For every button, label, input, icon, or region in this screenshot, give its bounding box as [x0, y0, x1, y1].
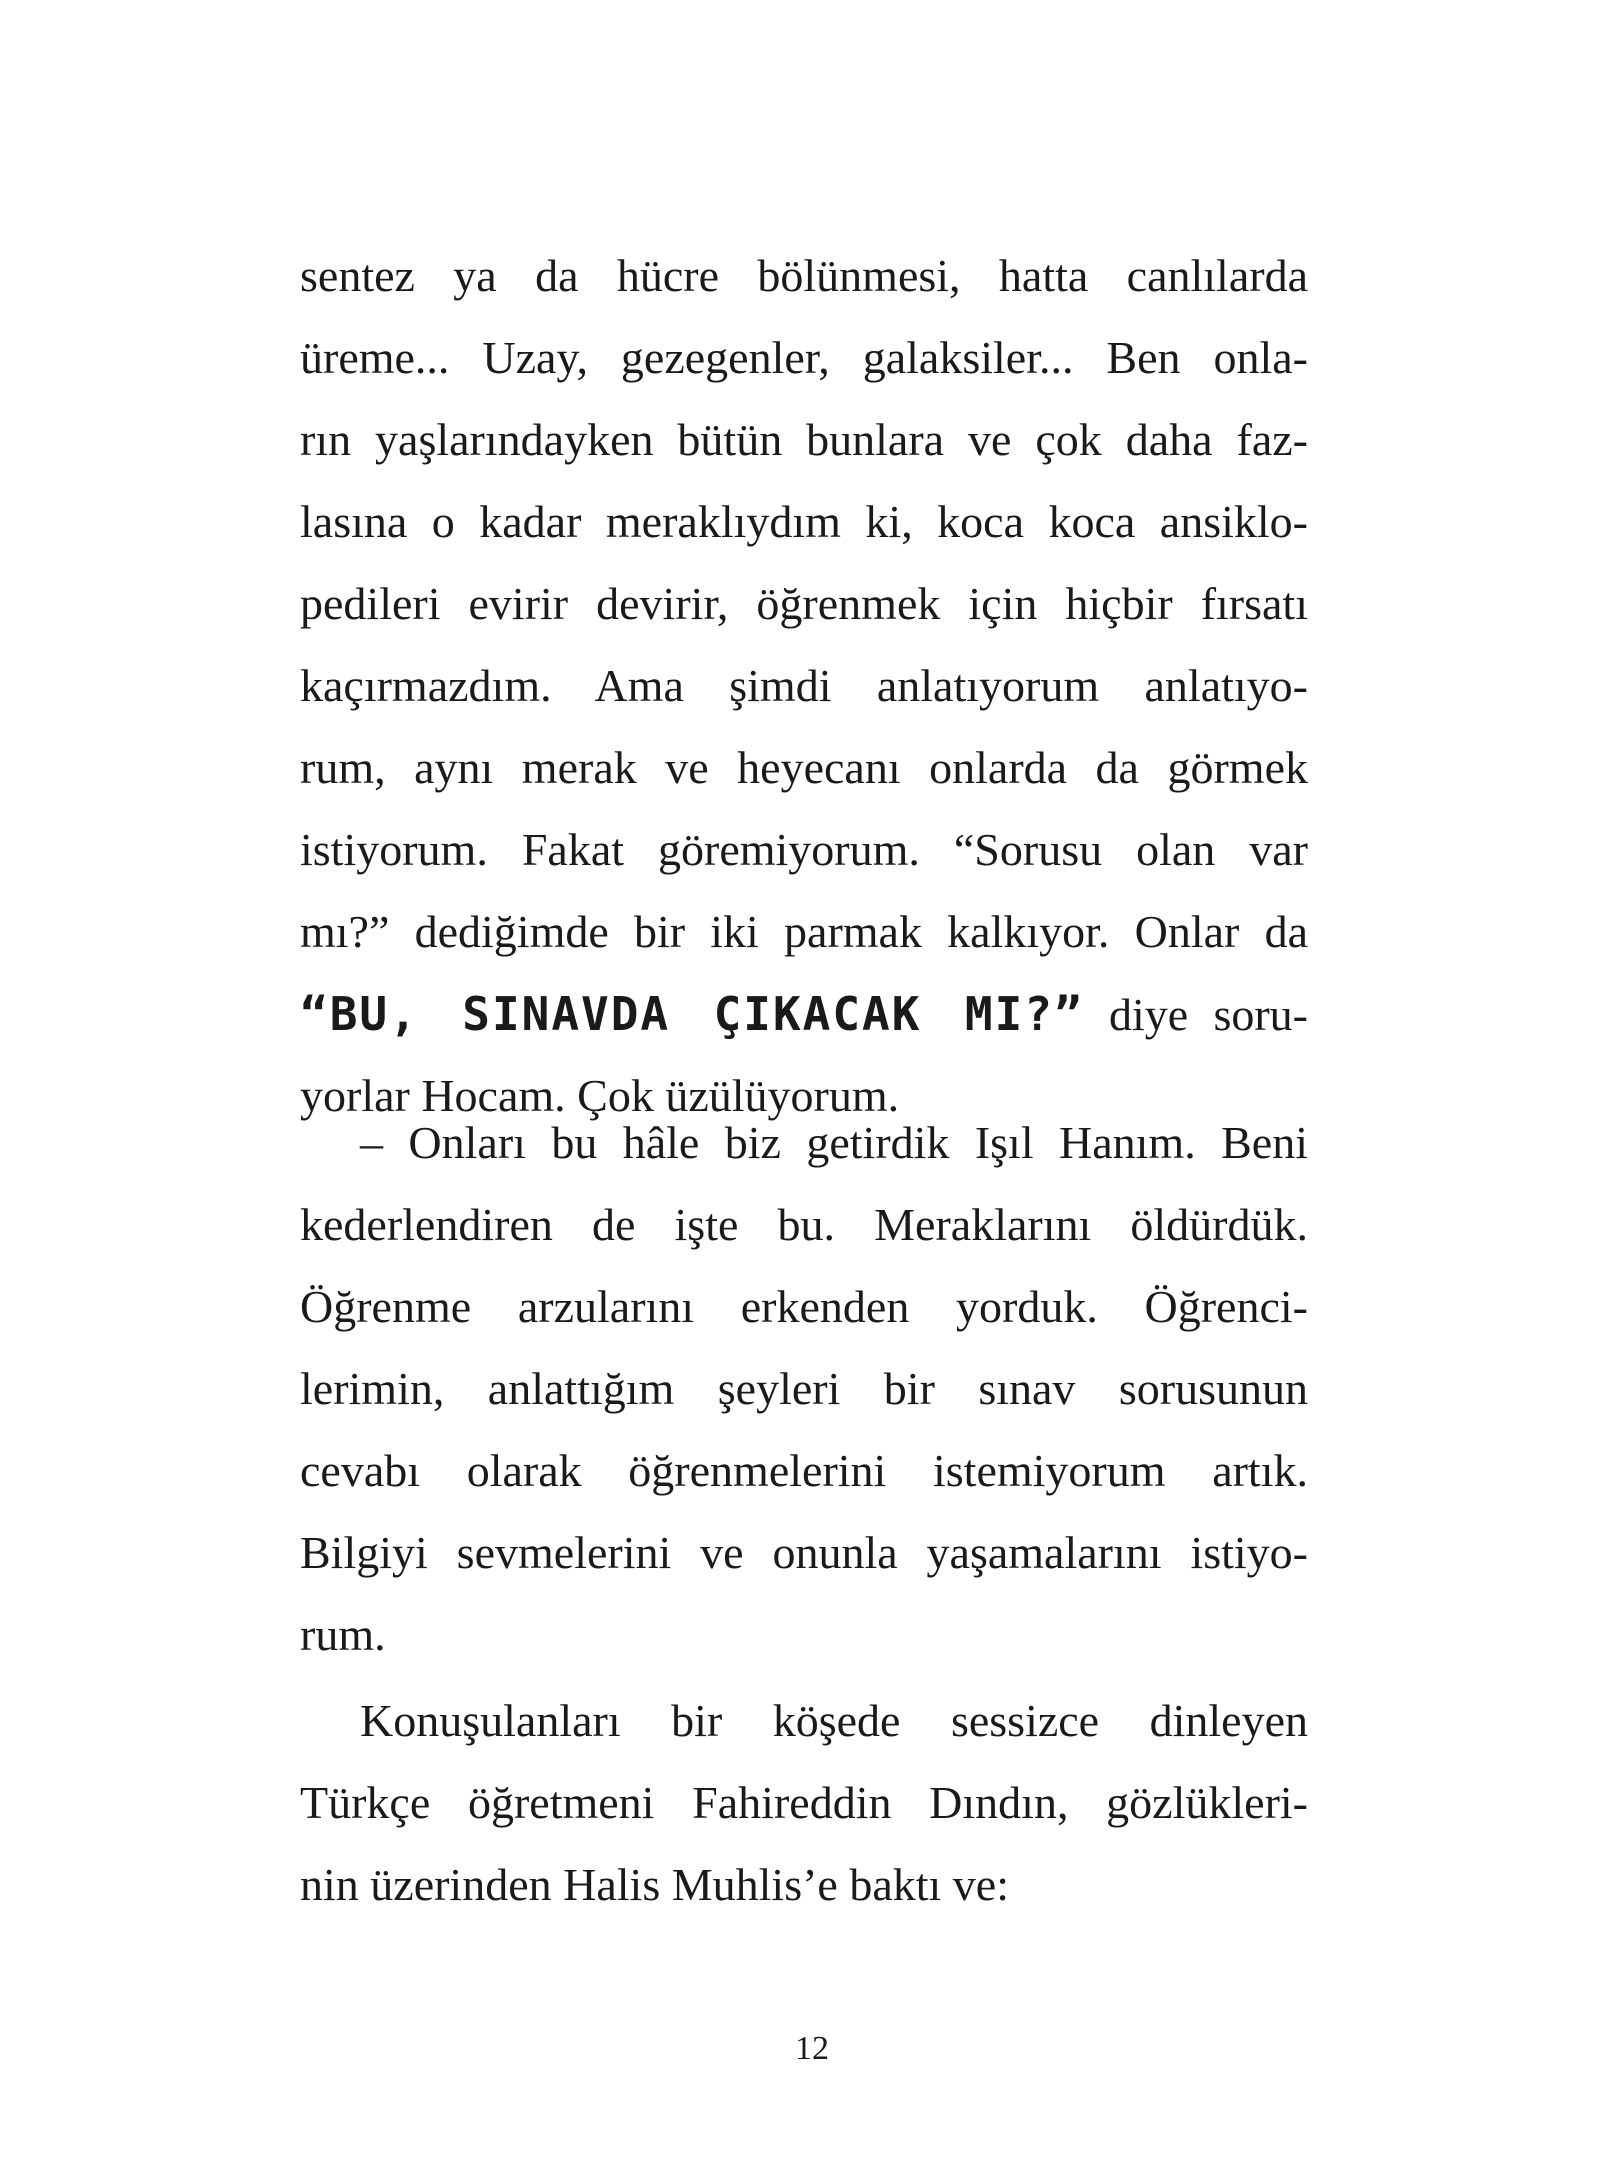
paragraph-last-line: rum. [300, 1609, 386, 1660]
paragraph-1 [300, 235, 1308, 1137]
emphasis-line [300, 973, 1308, 1055]
paragraph-line: rın yaşlarındayken bütün bunlara ve çok daha faz- [300, 414, 1308, 465]
paragraph-line: lasına o kadar meraklıydım ki, koca koca ansiklo- [300, 496, 1308, 547]
paragraph-line: rum, aynı merak ve heyecanı onlarda da görmek [300, 742, 1308, 793]
paragraph-line: kederlendiren de işte bu. Meraklarını öldürdük. [300, 1199, 1308, 1250]
emphasis-line-rest: diye soru- [1083, 989, 1308, 1040]
paragraph-last-line: yorlar Hocam. Çok üzülüyorum. [300, 1070, 900, 1121]
paragraph-2 [300, 1102, 1308, 1676]
paragraph-line: Türkçe öğretmeni Fahireddin Dındın, gözlükleri- [300, 1777, 1308, 1828]
page-number: 12 [795, 2030, 829, 2067]
emphasized-quote: “BU, SINAVDA ÇIKACAK MI?” [300, 987, 1084, 1041]
paragraph-line: – Onları bu hâle biz getirdik Işıl Hanım. Beni [360, 1117, 1308, 1168]
paragraph-line: mı?” dediğimde bir iki parmak kalkıyor. Onlar da [300, 906, 1308, 957]
paragraph-line: Konuşulanları bir köşede sessizce dinleyen [360, 1695, 1308, 1746]
paragraph-line: lerimin, anlattığım şeyleri bir sınav sorusunun [300, 1363, 1308, 1414]
paragraph-last-line: nin üzerinden Halis Muhlis’e baktı ve: [300, 1859, 1010, 1910]
paragraph-line: pedileri evirir devirir, öğrenmek için hiçbir fırsatı [300, 578, 1308, 629]
paragraph-line: istiyorum. Fakat göremiyorum. “Sorusu olan var [300, 824, 1308, 875]
paragraph-line: Bilgiyi sevmelerini ve onunla yaşamalarını istiyo- [300, 1527, 1308, 1578]
paragraph-line: sentez ya da hücre bölünmesi, hatta canlılarda [300, 250, 1308, 301]
paragraph-line: üreme... Uzay, gezegenler, galaksiler... Ben onla- [300, 332, 1308, 383]
paragraph-line: Öğrenme arzularını erkenden yorduk. Öğrenci- [300, 1281, 1308, 1332]
paragraph-3 [300, 1680, 1308, 1926]
paragraph-line: kaçırmazdım. Ama şimdi anlatıyorum anlatıyo- [300, 660, 1308, 711]
paragraph-line: cevabı olarak öğrenmelerini istemiyorum artık. [300, 1445, 1308, 1496]
